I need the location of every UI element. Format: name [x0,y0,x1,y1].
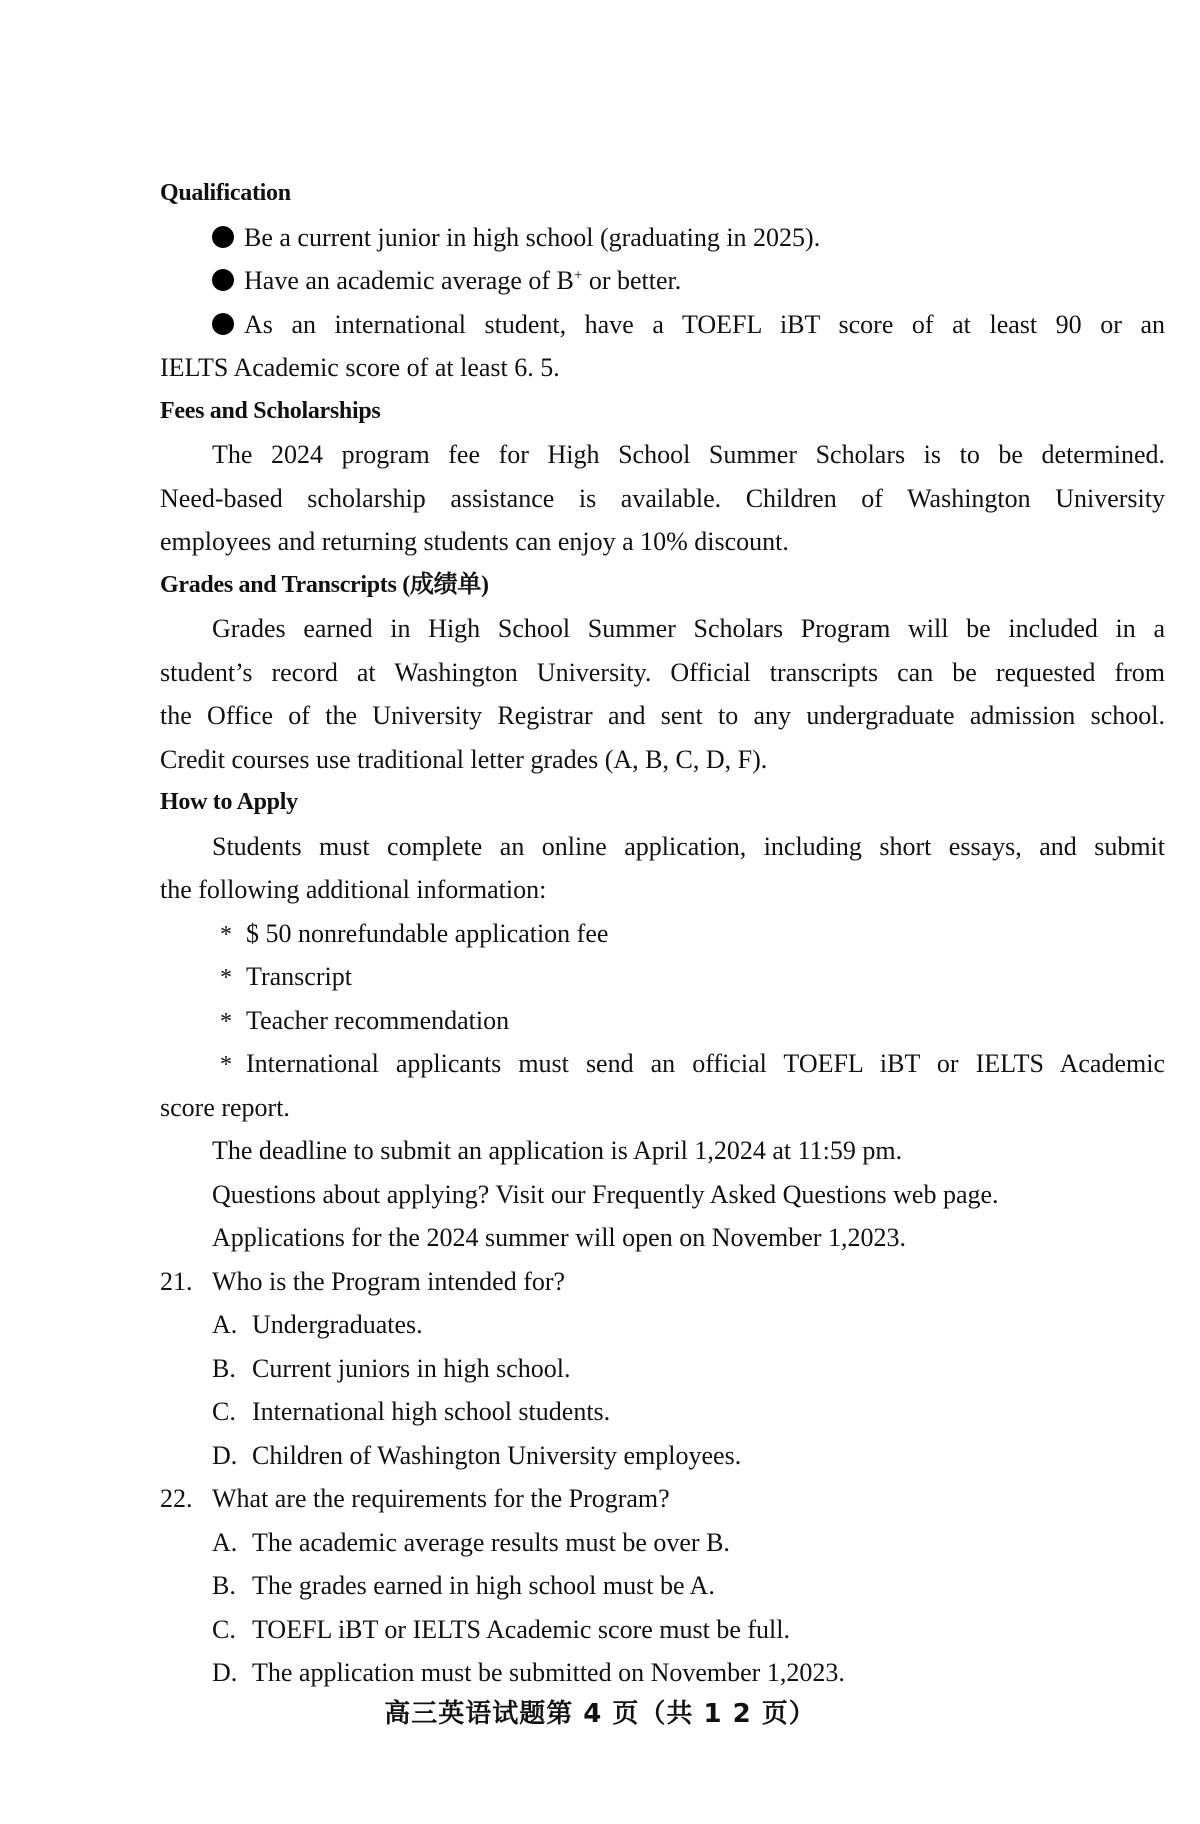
option-letter: A. [212,1310,238,1339]
question-stem: What are the requirements for the Program? [212,1484,670,1513]
qualification-bullet-2-tail: or better. [582,266,682,295]
apply-item-fee-text: $ 50 nonrefundable application fee [246,918,609,948]
question-22-option-a [160,1521,1165,1565]
apply-paragraph-line-1: Students must complete an online application, including short essays, and submit [212,831,1165,861]
question-22-option-d [160,1651,1165,1695]
fees-paragraph-line-3: employees and returning students can enjoy a 10% discount. [160,527,789,556]
option-letter: C. [212,1614,236,1644]
apply-deadline: The deadline to submit an application is April 1,2024 at 11:59 pm. [212,1136,903,1165]
option-text: The grades earned in high school must be A. [252,1571,715,1600]
option-text: TOEFL iBT or IELTS Academic score must be full. [252,1614,790,1644]
question-stem: Who is the Program intended for? [212,1266,566,1296]
option-text: The application must be submitted on November 1,2023. [252,1658,845,1687]
apply-open-date: Applications for the 2024 summer will open on November 1,2023. [212,1223,906,1252]
apply-item-recommendation [160,999,1165,1043]
page-footer: 高三英语试题第 4 页（共 1 2 页） [384,1699,816,1729]
question-21-option-a [160,1303,1165,1347]
qualification-bullet-3-continued: IELTS Academic score of at least 6. 5. [160,353,560,382]
asterisk-icon: * [220,1052,232,1078]
apply-item-transcript [160,955,1165,999]
grade-plus-superscript: + [573,267,583,284]
option-text: International high school students. [252,1397,611,1426]
asterisk-icon: * [220,921,232,948]
question-22-option-c [160,1608,1165,1652]
qualification-bullet-2-text: Have an academic average of B [244,266,574,295]
apply-item-transcript-text: Transcript [246,962,352,991]
grades-paragraph-line-2: student’s record at Washington University. Official transcripts can be requested from [160,657,1165,687]
qualification-heading: Qualification [160,180,291,206]
bullet-icon [212,226,234,248]
apply-item-recommendation-text: Teacher recommendation [246,1005,510,1035]
option-letter: B. [212,1353,236,1383]
fees-paragraph-line-1: The 2024 program fee for High School Summer Scholars is to be determined. [212,440,1165,469]
option-text: Current juniors in high school. [252,1353,571,1383]
option-text: Children of Washington University employees. [252,1440,742,1470]
qualification-bullet-3 [160,303,1165,347]
question-22-option-b [160,1564,1165,1608]
fees-heading: Fees and Scholarships [160,397,381,424]
apply-item-score-report-text: International applicants must send an official TOEFL iBT or IELTS Academic [246,1049,1165,1078]
apply-paragraph-line-2: the following additional information: [160,875,547,904]
bullet-icon [212,313,234,335]
question-number: 21. [160,1266,193,1296]
bullet-icon [212,269,234,291]
option-letter: D. [212,1658,238,1687]
grades-paragraph-line-4: Credit courses use traditional letter grades (A, B, C, D, F). [160,744,768,774]
fees-paragraph-line-2: Need-based scholarship assistance is available. Children of Washington University [160,483,1165,513]
qualification-bullet-1 [160,216,1165,260]
option-letter: B. [212,1571,236,1600]
question-22 [160,1477,1165,1521]
page-content [160,172,1165,1695]
grades-heading: Grades and Transcripts (成绩单) [160,571,489,598]
apply-item-fee [160,912,1165,956]
question-21-option-d [160,1434,1165,1478]
qualification-bullet-3-text: As an international student, have a TOEFL iBT score of at least 90 or an [244,309,1165,339]
option-letter: D. [212,1440,238,1470]
option-text: The academic average results must be over B. [252,1527,730,1557]
question-21-option-b [160,1347,1165,1391]
qualification-bullet-2 [160,259,1165,303]
option-letter: C. [212,1397,236,1426]
asterisk-icon: * [220,1008,232,1035]
grades-paragraph-line-1: Grades earned in High School Summer Scholars Program will be included in a [212,614,1165,643]
apply-heading: How to Apply [160,789,298,815]
option-text: Undergraduates. [252,1310,423,1339]
grades-paragraph-line-3: the Office of the University Registrar and sent to any undergraduate admission school. [160,701,1165,730]
apply-item-score-report [160,1042,1165,1086]
question-21 [160,1260,1165,1304]
asterisk-icon: * [220,965,232,991]
apply-questions: Questions about applying? Visit our Frequently Asked Questions web page. [212,1179,999,1209]
question-21-option-c [160,1390,1165,1434]
apply-item-score-report-continued: score report. [160,1092,290,1122]
question-number: 22. [160,1484,193,1513]
qualification-bullet-1-text: Be a current junior in high school (graduating in 2025). [244,222,821,252]
option-letter: A. [212,1527,238,1557]
